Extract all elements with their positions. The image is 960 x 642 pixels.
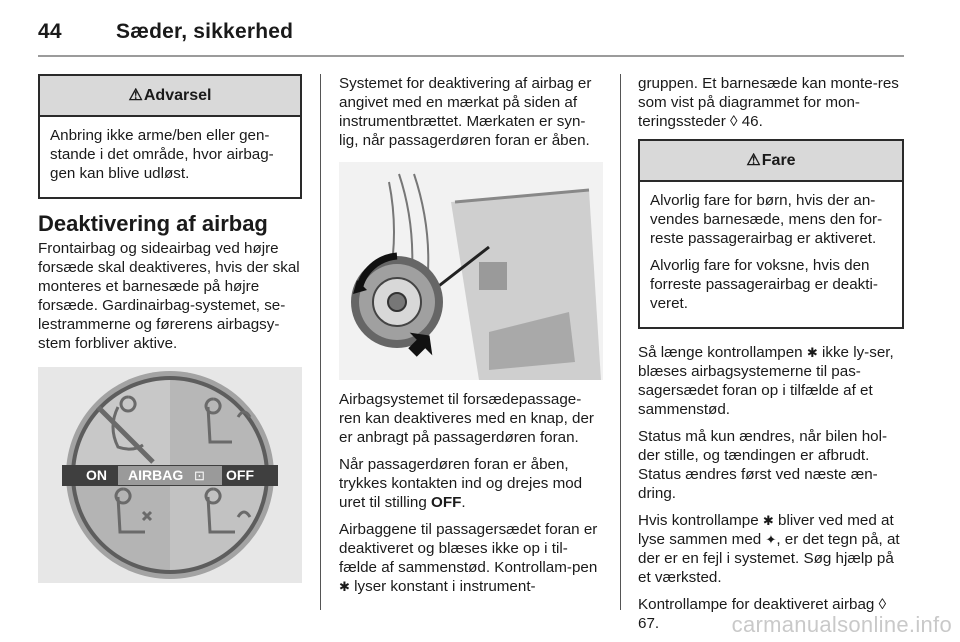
door-switch-diagram	[339, 162, 603, 380]
danger-title: Fare	[761, 152, 796, 169]
header-rule	[38, 55, 904, 57]
col3-paragraph-2: Så længe kontrollampen ✱ ikke ly-ser, blæses airbagsystemerne til pas-sagersædet foran op i tilfælde af et sammenstød.	[638, 344, 894, 418]
danger-text-2: Alvorlig fare for voksne, hvis den forreste passagerairbag er deakti-veret.	[650, 257, 878, 312]
col3-paragraph-5: Kontrollampe for deaktiveret airbag ◊ 67.	[638, 596, 887, 632]
col3-paragraph-1: gruppen. Et barnesæde kan monte-res som vist på diagrammet for mon-teringssteder ◊ 46.	[638, 75, 899, 130]
section-heading: Deaktivering af airbag	[38, 211, 268, 236]
col2-paragraph-4: Airbaggene til passagersædet foran er deaktiveret og blæses ikke op i til-fælde af sammenstød. Kontrollam-pen ✱ lyser konstant i instrument-	[339, 521, 598, 595]
warning-box	[38, 74, 302, 199]
off-label: OFF	[431, 494, 462, 511]
danger-text-1: Alvorlig fare for børn, hvis der an-vendes barnesæde, mens den for-reste passagerairbag er aktiveret.	[650, 192, 883, 247]
airbag-off-lamp-icon: ✱	[806, 345, 818, 360]
airbag-label-figure	[38, 367, 302, 583]
warning-title: Advarsel	[143, 87, 212, 104]
danger-box	[638, 139, 904, 329]
column-2	[339, 74, 603, 604]
col2-paragraph-1: Systemet for deaktivering af airbag er angivet med en mærkat på siden af instrumentbrættet. Mærkaten er syn-lig, når passagerdøren foran er åben.	[339, 75, 592, 149]
col3-paragraph-4: Hvis kontrollampe ✱ bliver ved med at lyse sammen med ✦, er det tegn på, at der er en fejl i systemet. Søg hjælp på et værksted.	[638, 512, 900, 586]
page-title: Sæder, sikkerhed	[116, 20, 294, 43]
airbag-warning-lamp-icon: ✦	[765, 532, 777, 547]
watermark: carmanualsonline.info	[731, 612, 952, 637]
column-1	[38, 74, 302, 583]
col2-paragraph-3: Når passagerdøren foran er åben, trykkes kontakten ind og drejes mod uret til stilling OFF.	[339, 456, 583, 511]
label-on: ON	[86, 467, 107, 483]
warning-text: Anbring ikke arme/ben eller gen-stande i det område, hvor airbag-gen kan blive udløst.	[50, 127, 274, 182]
airbag-deactivated-icon: ⊡	[194, 468, 205, 483]
col2-paragraph-2: Airbagsystemet til forsædepassage-ren kan deaktiveres med en knap, der er anbragt på passagerdøren foran.	[339, 391, 594, 446]
column-3	[638, 74, 904, 641]
column-divider-2	[620, 74, 621, 610]
label-off: OFF	[226, 467, 254, 483]
intro-paragraph: Frontairbag og sideairbag ved højre forsæde skal deaktiveres, hvis der skal monteres et barnesæde på højre forsæde. Gardinairbag-systemet, se-lestrammerne og førerens airbagsy-stem forbliver aktive.	[38, 240, 300, 352]
danger-box-header	[640, 141, 902, 182]
airbag-off-lamp-icon: ✱	[339, 579, 350, 594]
airbag-off-lamp-icon: ✱	[762, 513, 774, 528]
page-header	[38, 20, 293, 44]
label-airbag: AIRBAG	[128, 467, 184, 483]
column-divider-1	[320, 74, 321, 610]
door-switch-figure	[339, 162, 603, 380]
warning-triangle-icon: ⚠	[128, 87, 143, 104]
danger-triangle-icon: ⚠	[746, 152, 761, 169]
col3-paragraph-3: Status må kun ændres, når bilen hol-der stille, og tændingen er afbrudt. Status ændres først ved næste æn-dring.	[638, 428, 888, 502]
page-number: 44	[38, 20, 62, 43]
warning-box-header	[40, 76, 300, 117]
